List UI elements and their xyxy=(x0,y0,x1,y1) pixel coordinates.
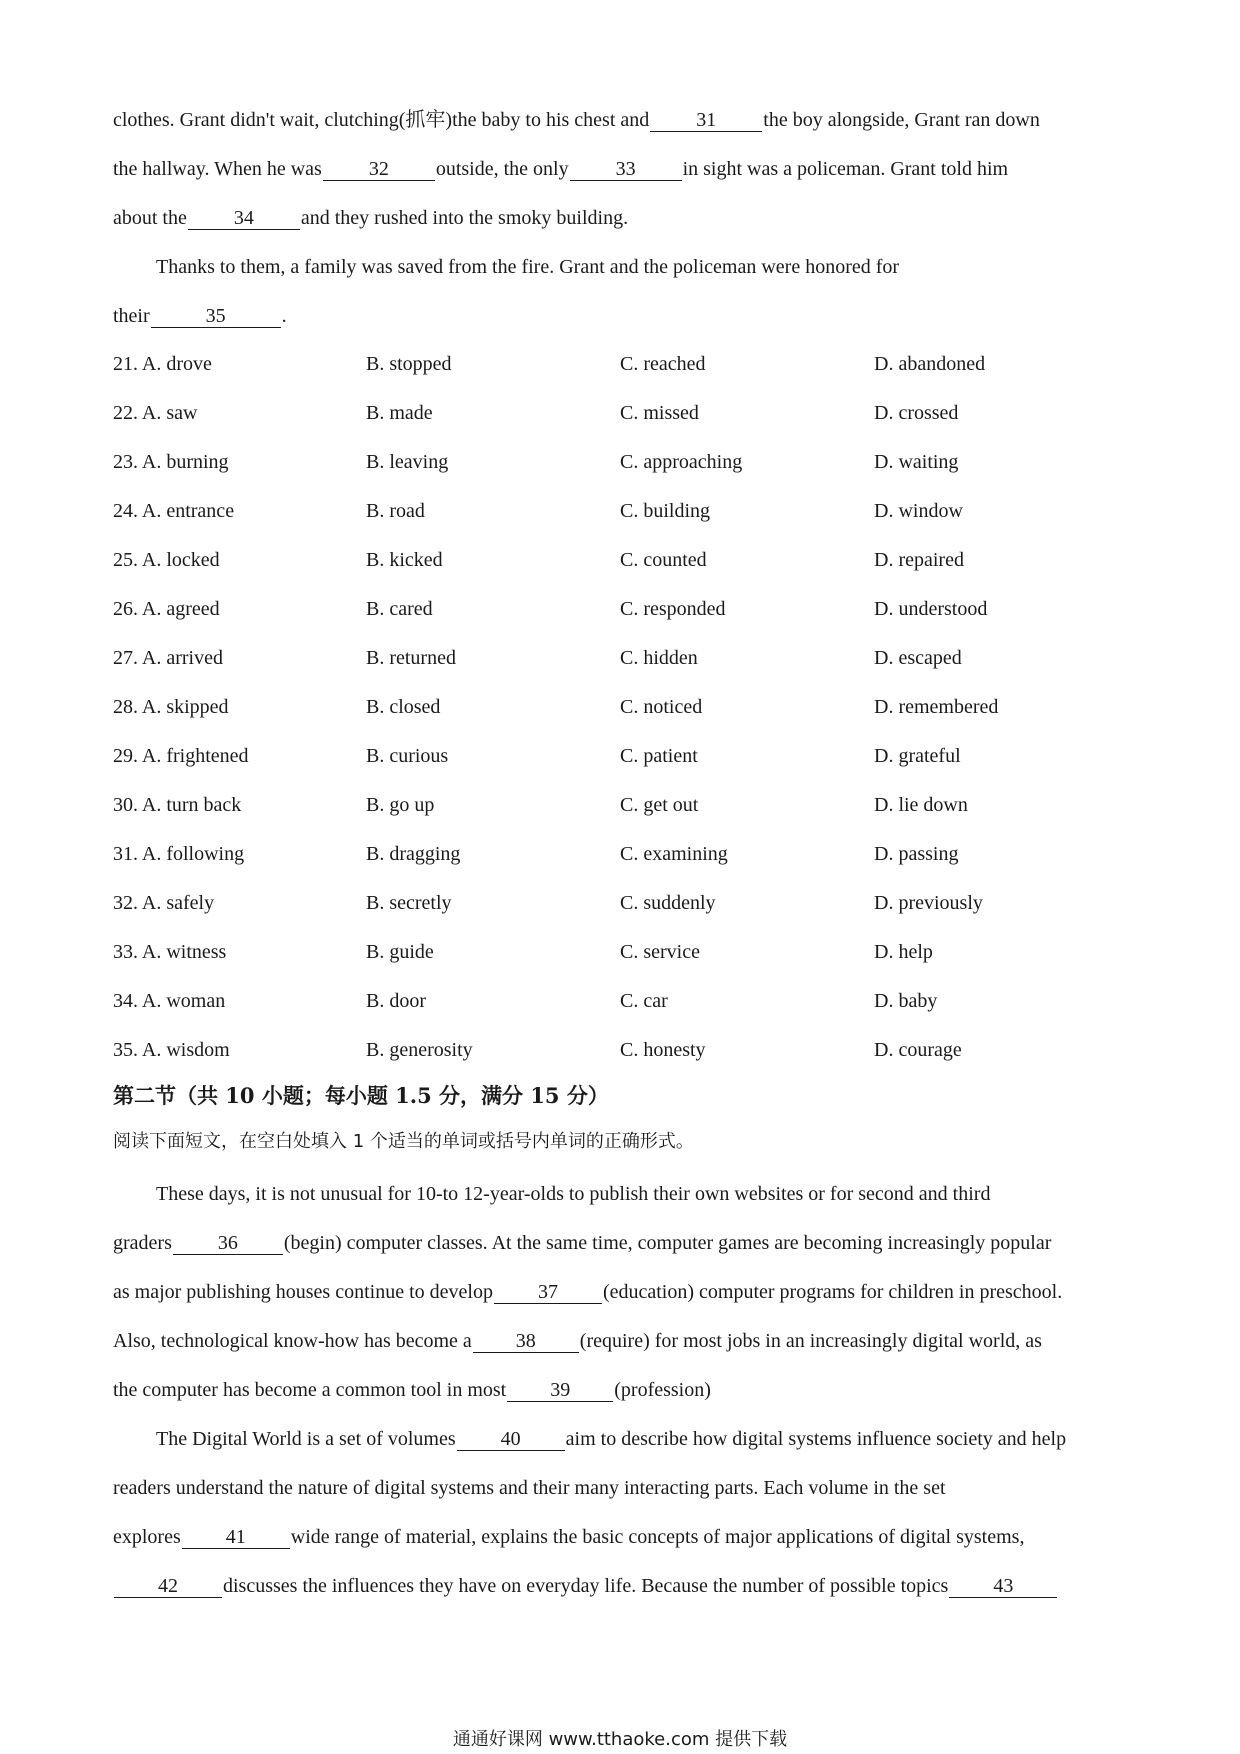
blank-38: 38 xyxy=(473,1330,579,1353)
option-row-27: 27. A. arrived B. returned C. hidden D. escaped xyxy=(113,647,962,669)
passage1-line-4: Thanks to them, a family was saved from the fire. Grant and the policeman were honored for xyxy=(156,256,900,278)
blank-31: 31 xyxy=(650,109,762,132)
option-row-28: 28. A. skipped B. closed C. noticed D. remembered xyxy=(113,696,999,718)
blank-34: 34 xyxy=(188,207,300,230)
passage1-line-3: about the 34 and they rushed into the smoky building. xyxy=(113,207,629,229)
section-instruction: 阅读下面短文，在空白处填入 1 个适当的单词或括号内单词的正确形式。 xyxy=(113,1131,694,1152)
blank-32: 32 xyxy=(323,158,435,181)
passage2-line-3: as major publishing houses continue to develop 37 (education) computer programs for children in preschool. xyxy=(113,1281,1063,1303)
option-row-31: 31. A. following B. dragging C. examining D. passing xyxy=(113,843,959,865)
passage2-line-1: These days, it is not unusual for 10-to 12-year-olds to publish their own websites or for second and third xyxy=(156,1183,991,1205)
option-row-22: 22. A. saw B. made C. missed D. crossed xyxy=(113,402,959,424)
passage2-line-2: graders 36 (begin) computer classes. At the same time, computer games are becoming increasingly popular xyxy=(113,1232,1052,1254)
blank-33: 33 xyxy=(570,158,682,181)
passage2-line-8: explores 41 wide range of material, explains the basic concepts of major applications of digital systems, xyxy=(113,1526,1025,1548)
blank-40: 40 xyxy=(457,1428,565,1451)
option-row-29: 29. A. frightened B. curious C. patient D. grateful xyxy=(113,745,961,767)
blank-41: 41 xyxy=(182,1526,290,1549)
blank-39: 39 xyxy=(507,1379,613,1402)
blank-42: 42 xyxy=(114,1575,222,1598)
passage1-line-1: clothes. Grant didn't wait, clutching(抓牢)the baby to his chest and 31 the boy alongside, Grant ran down xyxy=(113,109,1040,131)
passage2-line-4: Also, technological know-how has become a 38 (require) for most jobs in an increasingly digital world, as xyxy=(113,1330,1042,1352)
section-title: 第二节（共 10 小题；每小题 1.5 分，满分 15 分） xyxy=(113,1083,609,1108)
option-row-34: 34. A. woman B. door C. car D. baby xyxy=(113,990,938,1012)
passage2-line-7: readers understand the nature of digital systems and their many interacting parts. Each volume in the set xyxy=(113,1477,946,1499)
option-row-33: 33. A. witness B. guide C. service D. help xyxy=(113,941,933,963)
passage2-line-5: the computer has become a common tool in most 39 (profession) xyxy=(113,1379,711,1401)
option-row-35: 35. A. wisdom B. generosity C. honesty D. courage xyxy=(113,1039,962,1061)
blank-36: 36 xyxy=(173,1232,283,1255)
option-row-21: 21. A. drove B. stopped C. reached D. abandoned xyxy=(113,353,986,375)
passage2-line-9: 42 discusses the influences they have on everyday life. Because the number of possible topics 43 xyxy=(113,1572,1058,1600)
passage2-line-6: The Digital World is a set of volumes 40 aim to describe how digital systems influence society and help xyxy=(156,1428,1067,1450)
blank-43: 43 xyxy=(949,1575,1057,1598)
option-row-25: 25. A. locked B. kicked C. counted D. repaired xyxy=(113,549,964,571)
option-row-26: 26. A. agreed B. cared C. responded D. understood xyxy=(113,598,988,620)
option-row-32: 32. A. safely B. secretly C. suddenly D. previously xyxy=(113,892,983,914)
blank-35: 35 xyxy=(151,305,281,328)
option-row-24: 24. A. entrance B. road C. building D. window xyxy=(113,500,963,522)
passage1-line-2: the hallway. When he was 32 outside, the only 33 in sight was a policeman. Grant told him xyxy=(113,158,1009,180)
passage1-line-5: their 35 . xyxy=(113,305,287,327)
option-row-30: 30. A. turn back B. go up C. get out D. lie down xyxy=(113,794,968,816)
page-footer: 通通好课网 www.tthaoke.com 提供下载 xyxy=(452,1729,788,1750)
option-row-23: 23. A. burning B. leaving C. approaching D. waiting xyxy=(113,451,959,473)
blank-37: 37 xyxy=(494,1281,602,1304)
